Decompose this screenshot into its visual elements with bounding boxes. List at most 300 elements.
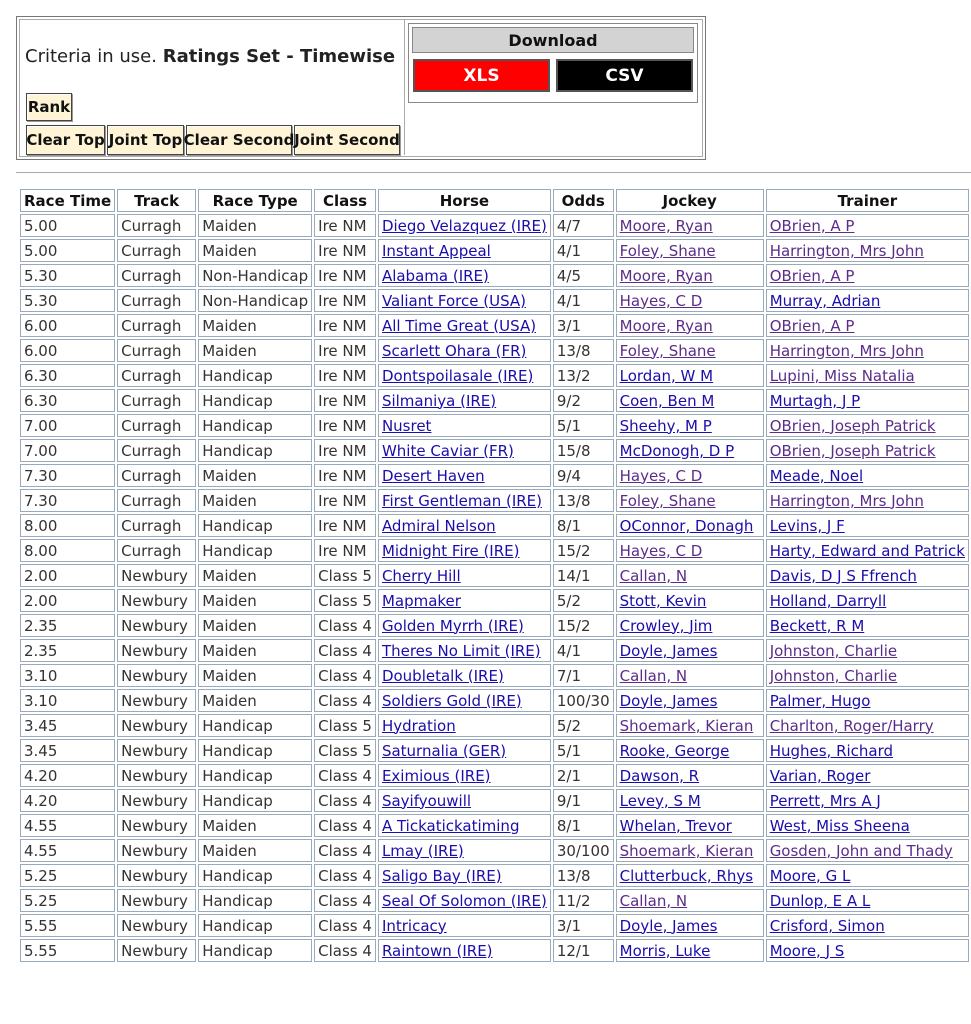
horse-link[interactable]: First Gentleman (IRE) <box>381 491 543 510</box>
trainer-cell <box>766 689 969 712</box>
horse-cell <box>378 389 551 412</box>
trainer-cell <box>766 339 969 362</box>
jockey-cell <box>616 314 764 337</box>
horse-link[interactable]: Nusret <box>381 416 432 435</box>
horse-link[interactable]: All Time Great (USA) <box>381 316 537 335</box>
trainer-cell <box>766 539 969 562</box>
col-header-jockey[interactable]: Jockey <box>616 189 764 212</box>
jockey-cell <box>616 364 764 387</box>
trainer-link[interactable]: Perrett, Mrs A J <box>769 791 881 810</box>
col-header-track[interactable]: Track <box>117 189 196 212</box>
race-type-cell: Handicap <box>198 764 312 787</box>
odds-cell: 8/1 <box>553 514 614 537</box>
trainer-cell <box>766 764 969 787</box>
horse-link[interactable]: Valiant Force (USA) <box>381 291 527 310</box>
class-cell: Ire NM <box>314 289 376 312</box>
jockey-cell <box>616 514 764 537</box>
horse-link[interactable]: Sayifyouwill <box>381 791 472 810</box>
race-time-cell: 8.00 <box>20 514 115 537</box>
class-cell: Class 5 <box>314 739 376 762</box>
jockey-link[interactable]: OConnor, Donagh <box>619 516 754 535</box>
race-time-cell: 5.00 <box>20 214 115 237</box>
criteria-text <box>25 46 395 67</box>
table-row <box>20 639 969 662</box>
table-row <box>20 464 969 487</box>
trainer-cell <box>766 414 969 437</box>
odds-cell: 13/8 <box>553 864 614 887</box>
joint-second-button[interactable]: Joint Second <box>294 125 400 155</box>
jockey-cell <box>616 439 764 462</box>
odds-cell: 5/1 <box>553 414 614 437</box>
class-cell: Ire NM <box>314 364 376 387</box>
jockey-link[interactable]: Doyle, James <box>619 691 718 710</box>
horse-link[interactable]: Lmay (IRE) <box>381 841 464 860</box>
jockey-link[interactable]: Hayes, C D <box>619 541 703 560</box>
jockey-cell <box>616 489 764 512</box>
track-cell: Newbury <box>117 764 196 787</box>
horse-link[interactable]: Saturnalia (GER) <box>381 741 507 760</box>
table-row <box>20 314 969 337</box>
jockey-link[interactable]: Lordan, W M <box>619 366 714 385</box>
xls-download-button[interactable]: XLS <box>413 59 550 92</box>
trainer-cell <box>766 639 969 662</box>
col-header-trainer[interactable]: Trainer <box>766 189 969 212</box>
track-cell: Curragh <box>117 414 196 437</box>
horse-link[interactable]: Seal Of Solomon (IRE) <box>381 891 547 910</box>
jockey-link[interactable]: Sheehy, M P <box>619 416 712 435</box>
jockey-cell <box>616 889 764 912</box>
trainer-link[interactable]: Johnston, Charlie <box>769 666 898 685</box>
race-time-cell: 4.20 <box>20 764 115 787</box>
race-time-cell: 3.10 <box>20 664 115 687</box>
horse-cell <box>378 514 551 537</box>
odds-cell: 7/1 <box>553 664 614 687</box>
odds-cell: 5/2 <box>553 714 614 737</box>
criteria-panel <box>20 20 405 155</box>
table-row <box>20 614 969 637</box>
track-cell: Curragh <box>117 239 196 262</box>
trainer-link[interactable]: Moore, G L <box>769 866 851 885</box>
horse-link[interactable]: Doubletalk (IRE) <box>381 666 504 685</box>
jockey-link[interactable]: Shoemark, Kieran <box>619 716 754 735</box>
horse-link[interactable]: Cherry Hill <box>381 566 461 585</box>
odds-cell: 5/1 <box>553 739 614 762</box>
odds-cell: 12/1 <box>553 939 614 962</box>
trainer-link[interactable]: Varian, Roger <box>769 766 871 785</box>
track-cell: Newbury <box>117 714 196 737</box>
race-time-cell: 5.55 <box>20 939 115 962</box>
track-cell: Curragh <box>117 439 196 462</box>
trainer-link[interactable]: OBrien, A P <box>769 266 855 285</box>
trainer-cell <box>766 814 969 837</box>
race-time-cell: 5.25 <box>20 889 115 912</box>
class-cell: Ire NM <box>314 489 376 512</box>
horse-link[interactable]: Intricacy <box>381 916 447 935</box>
trainer-link[interactable]: West, Miss Sheena <box>769 816 910 835</box>
table-row <box>20 589 969 612</box>
race-type-cell: Handicap <box>198 889 312 912</box>
horse-link[interactable]: Golden Myrrh (IRE) <box>381 616 524 635</box>
trainer-cell <box>766 239 969 262</box>
trainer-cell <box>766 214 969 237</box>
trainer-link[interactable]: Charlton, Roger/Harry <box>769 716 934 735</box>
jockey-link[interactable]: Morris, Luke <box>619 941 711 960</box>
jockey-link[interactable]: Levey, S M <box>619 791 701 810</box>
horse-cell <box>378 314 551 337</box>
jockey-cell <box>616 664 764 687</box>
trainer-link[interactable]: OBrien, A P <box>769 216 855 235</box>
jockey-link[interactable]: Moore, Ryan <box>619 316 713 335</box>
trainer-link[interactable]: Harty, Edward and Patrick <box>769 541 965 560</box>
criteria-prefix: Criteria in use. <box>25 46 157 67</box>
jockey-cell <box>616 764 764 787</box>
jockey-cell <box>616 639 764 662</box>
table-row <box>20 514 969 537</box>
jockey-link[interactable]: Stott, Kevin <box>619 591 707 610</box>
horse-cell <box>378 789 551 812</box>
col-header-odds[interactable]: Odds <box>553 189 614 212</box>
horse-cell <box>378 589 551 612</box>
horse-link[interactable]: Mapmaker <box>381 591 461 610</box>
col-header-horse[interactable]: Horse <box>378 189 551 212</box>
table-row <box>20 939 969 962</box>
jockey-link[interactable]: Hayes, C D <box>619 291 703 310</box>
race-time-cell: 4.55 <box>20 814 115 837</box>
odds-cell: 15/2 <box>553 614 614 637</box>
jockey-link[interactable]: Crowley, Jim <box>619 616 713 635</box>
trainer-cell <box>766 514 969 537</box>
criteria-box <box>16 16 706 160</box>
race-type-cell: Maiden <box>198 239 312 262</box>
table-row <box>20 914 969 937</box>
horse-link[interactable]: Saligo Bay (IRE) <box>381 866 502 885</box>
trainer-link[interactable]: Holland, Darryll <box>769 591 887 610</box>
track-cell: Curragh <box>117 514 196 537</box>
class-cell: Class 4 <box>314 839 376 862</box>
table-row <box>20 439 969 462</box>
class-cell: Class 4 <box>314 814 376 837</box>
jockey-link[interactable]: Clutterbuck, Rhys <box>619 866 754 885</box>
horse-cell <box>378 839 551 862</box>
odds-cell: 14/1 <box>553 564 614 587</box>
table-row <box>20 389 969 412</box>
track-cell: Newbury <box>117 864 196 887</box>
class-cell: Ire NM <box>314 264 376 287</box>
joint-top-button[interactable]: Joint Top <box>107 125 184 155</box>
trainer-link[interactable]: Harrington, Mrs John <box>769 491 924 510</box>
odds-cell: 9/1 <box>553 789 614 812</box>
jockey-cell <box>616 739 764 762</box>
track-cell: Newbury <box>117 914 196 937</box>
table-row <box>20 539 969 562</box>
track-cell: Curragh <box>117 314 196 337</box>
horse-cell <box>378 714 551 737</box>
clear-second-button[interactable]: Clear Second <box>186 125 292 155</box>
trainer-cell <box>766 939 969 962</box>
odds-cell: 3/1 <box>553 914 614 937</box>
jockey-link[interactable]: Coen, Ben M <box>619 391 715 410</box>
race-type-cell: Non-Handicap <box>198 264 312 287</box>
table-row <box>20 889 969 912</box>
table-row <box>20 239 969 262</box>
race-type-cell: Maiden <box>198 839 312 862</box>
horse-cell <box>378 664 551 687</box>
race-type-cell: Handicap <box>198 514 312 537</box>
horse-cell <box>378 264 551 287</box>
horse-link[interactable]: Desert Haven <box>381 466 485 485</box>
horse-cell <box>378 439 551 462</box>
odds-cell: 2/1 <box>553 764 614 787</box>
jockey-link[interactable]: Foley, Shane <box>619 491 716 510</box>
jockey-cell <box>616 539 764 562</box>
odds-cell: 4/7 <box>553 214 614 237</box>
horse-cell <box>378 889 551 912</box>
table-row <box>20 364 969 387</box>
trainer-link[interactable]: Harrington, Mrs John <box>769 341 924 360</box>
odds-cell: 13/8 <box>553 339 614 362</box>
jockey-link[interactable]: Foley, Shane <box>619 241 716 260</box>
horse-link[interactable]: Midnight Fire (IRE) <box>381 541 520 560</box>
jockey-link[interactable]: McDonogh, D P <box>619 441 735 460</box>
race-type-cell: Non-Handicap <box>198 289 312 312</box>
race-type-cell: Maiden <box>198 689 312 712</box>
table-row <box>20 664 969 687</box>
race-time-cell: 5.00 <box>20 239 115 262</box>
table-row <box>20 564 969 587</box>
table-row <box>20 814 969 837</box>
trainer-link[interactable]: OBrien, Joseph Patrick <box>769 416 936 435</box>
class-cell: Class 4 <box>314 864 376 887</box>
trainer-cell <box>766 789 969 812</box>
jockey-link[interactable]: Moore, Ryan <box>619 266 713 285</box>
jockey-link[interactable]: Callan, N <box>619 891 688 910</box>
trainer-link[interactable]: Harrington, Mrs John <box>769 241 924 260</box>
trainer-link[interactable]: Moore, J S <box>769 941 845 960</box>
trainer-cell <box>766 739 969 762</box>
jockey-link[interactable]: Moore, Ryan <box>619 216 713 235</box>
race-type-cell: Handicap <box>198 539 312 562</box>
jockey-cell <box>616 914 764 937</box>
track-cell: Newbury <box>117 889 196 912</box>
rank-button[interactable]: Rank <box>26 93 72 121</box>
race-type-cell: Maiden <box>198 614 312 637</box>
trainer-link[interactable]: OBrien, A P <box>769 316 855 335</box>
odds-cell: 9/4 <box>553 464 614 487</box>
horse-link[interactable]: Admiral Nelson <box>381 516 496 535</box>
race-type-cell: Maiden <box>198 489 312 512</box>
trainer-link[interactable]: Gosden, John and Thady <box>769 841 953 860</box>
jockey-link[interactable]: Rooke, George <box>619 741 730 760</box>
track-cell: Newbury <box>117 689 196 712</box>
jockey-cell <box>616 214 764 237</box>
track-cell: Newbury <box>117 614 196 637</box>
trainer-link[interactable]: Davis, D J S Ffrench <box>769 566 917 585</box>
table-row <box>20 414 969 437</box>
race-time-cell: 6.00 <box>20 339 115 362</box>
horse-link[interactable]: Silmaniya (IRE) <box>381 391 497 410</box>
race-type-cell: Handicap <box>198 364 312 387</box>
trainer-link[interactable]: Murray, Adrian <box>769 291 881 310</box>
jockey-link[interactable]: Foley, Shane <box>619 341 716 360</box>
track-cell: Newbury <box>117 939 196 962</box>
odds-cell: 9/2 <box>553 389 614 412</box>
class-cell: Class 4 <box>314 614 376 637</box>
trainer-cell <box>766 864 969 887</box>
horse-cell <box>378 939 551 962</box>
horse-link[interactable]: Raintown (IRE) <box>381 941 493 960</box>
horse-link[interactable]: Instant Appeal <box>381 241 491 260</box>
track-cell: Newbury <box>117 789 196 812</box>
class-cell: Ire NM <box>314 214 376 237</box>
jockey-cell <box>616 789 764 812</box>
track-cell: Curragh <box>117 364 196 387</box>
jockey-link[interactable]: Dawson, R <box>619 766 700 785</box>
horse-cell <box>378 489 551 512</box>
jockey-cell <box>616 589 764 612</box>
table-row <box>20 764 969 787</box>
trainer-link[interactable]: Levins, J F <box>769 516 845 535</box>
ratings-set-label: Ratings Set - Timewise <box>162 46 396 67</box>
clear-top-button[interactable]: Clear Top <box>26 125 105 155</box>
race-type-cell: Maiden <box>198 464 312 487</box>
col-header-race-type[interactable]: Race Type <box>198 189 312 212</box>
jockey-cell <box>616 339 764 362</box>
race-time-cell: 7.30 <box>20 489 115 512</box>
horse-link[interactable]: Scarlett Ohara (FR) <box>381 341 527 360</box>
table-row <box>20 214 969 237</box>
trainer-link[interactable]: Beckett, R M <box>769 616 865 635</box>
horse-cell <box>378 914 551 937</box>
race-type-cell: Handicap <box>198 789 312 812</box>
divider <box>16 172 971 173</box>
track-cell: Newbury <box>117 564 196 587</box>
trainer-link[interactable]: Dunlop, E A L <box>769 891 871 910</box>
col-header-race-time[interactable]: Race Time <box>20 189 115 212</box>
jockey-cell <box>616 414 764 437</box>
class-cell: Ire NM <box>314 464 376 487</box>
odds-cell: 100/30 <box>553 689 614 712</box>
horse-cell <box>378 764 551 787</box>
race-type-cell: Maiden <box>198 639 312 662</box>
odds-cell: 15/2 <box>553 539 614 562</box>
jockey-cell <box>616 264 764 287</box>
track-cell: Curragh <box>117 289 196 312</box>
race-type-cell: Handicap <box>198 939 312 962</box>
jockey-link[interactable]: Callan, N <box>619 666 688 685</box>
race-type-cell: Maiden <box>198 214 312 237</box>
odds-cell: 4/1 <box>553 239 614 262</box>
horse-link[interactable]: Alabama (IRE) <box>381 266 489 285</box>
horse-link[interactable]: Hydration <box>381 716 456 735</box>
class-cell: Class 4 <box>314 939 376 962</box>
trainer-cell <box>766 289 969 312</box>
jockey-link[interactable]: Doyle, James <box>619 641 718 660</box>
trainer-cell <box>766 664 969 687</box>
class-cell: Class 4 <box>314 889 376 912</box>
horse-cell <box>378 539 551 562</box>
table-row <box>20 289 969 312</box>
race-time-cell: 6.30 <box>20 364 115 387</box>
jockey-cell <box>616 839 764 862</box>
jockey-link[interactable]: Whelan, Trevor <box>619 816 732 835</box>
trainer-link[interactable]: Johnston, Charlie <box>769 641 898 660</box>
trainer-cell <box>766 264 969 287</box>
horse-link[interactable]: Soldiers Gold (IRE) <box>381 691 522 710</box>
trainer-cell <box>766 839 969 862</box>
class-cell: Class 4 <box>314 639 376 662</box>
trainer-cell <box>766 889 969 912</box>
odds-cell: 13/8 <box>553 489 614 512</box>
trainer-link[interactable]: Hughes, Richard <box>769 741 894 760</box>
horse-link[interactable]: Theres No Limit (IRE) <box>381 641 541 660</box>
jockey-link[interactable]: Shoemark, Kieran <box>619 841 754 860</box>
table-row <box>20 739 969 762</box>
jockey-link[interactable]: Callan, N <box>619 566 688 585</box>
trainer-link[interactable]: Palmer, Hugo <box>769 691 871 710</box>
horse-cell <box>378 364 551 387</box>
table-row <box>20 339 969 362</box>
horse-cell <box>378 464 551 487</box>
class-cell: Class 4 <box>314 914 376 937</box>
trainer-cell <box>766 314 969 337</box>
race-type-cell: Handicap <box>198 914 312 937</box>
races-table <box>18 187 971 964</box>
horse-link[interactable]: Diego Velazquez (IRE) <box>381 216 547 235</box>
race-time-cell: 2.35 <box>20 639 115 662</box>
csv-download-button[interactable]: CSV <box>556 59 693 92</box>
odds-cell: 8/1 <box>553 814 614 837</box>
trainer-link[interactable]: Lupini, Miss Natalia <box>769 366 915 385</box>
table-row <box>20 789 969 812</box>
jockey-cell <box>616 814 764 837</box>
horse-link[interactable]: Dontspoilasale (IRE) <box>381 366 534 385</box>
horse-link[interactable]: A Tickatickatiming <box>381 816 520 835</box>
horse-cell <box>378 289 551 312</box>
trainer-link[interactable]: Murtagh, J P <box>769 391 861 410</box>
trainer-link[interactable]: Crisford, Simon <box>769 916 885 935</box>
race-time-cell: 2.00 <box>20 589 115 612</box>
track-cell: Curragh <box>117 464 196 487</box>
race-type-cell: Handicap <box>198 389 312 412</box>
horse-cell <box>378 414 551 437</box>
jockey-link[interactable]: Hayes, C D <box>619 466 703 485</box>
horse-link[interactable]: White Caviar (FR) <box>381 441 514 460</box>
jockey-cell <box>616 689 764 712</box>
class-cell: Class 4 <box>314 689 376 712</box>
horse-cell <box>378 614 551 637</box>
jockey-link[interactable]: Doyle, James <box>619 916 718 935</box>
horse-cell <box>378 689 551 712</box>
horse-cell <box>378 564 551 587</box>
col-header-class[interactable]: Class <box>314 189 376 212</box>
table-row <box>20 489 969 512</box>
trainer-cell <box>766 464 969 487</box>
trainer-link[interactable]: Meade, Noel <box>769 466 864 485</box>
horse-cell <box>378 214 551 237</box>
track-cell: Curragh <box>117 489 196 512</box>
race-type-cell: Handicap <box>198 439 312 462</box>
race-type-cell: Handicap <box>198 714 312 737</box>
horse-link[interactable]: Eximious (IRE) <box>381 766 491 785</box>
race-time-cell: 5.25 <box>20 864 115 887</box>
track-cell: Newbury <box>117 839 196 862</box>
class-cell: Ire NM <box>314 514 376 537</box>
jockey-cell <box>616 714 764 737</box>
race-type-cell: Maiden <box>198 564 312 587</box>
download-panel <box>408 23 698 103</box>
table-row <box>20 264 969 287</box>
trainer-link[interactable]: OBrien, Joseph Patrick <box>769 441 936 460</box>
